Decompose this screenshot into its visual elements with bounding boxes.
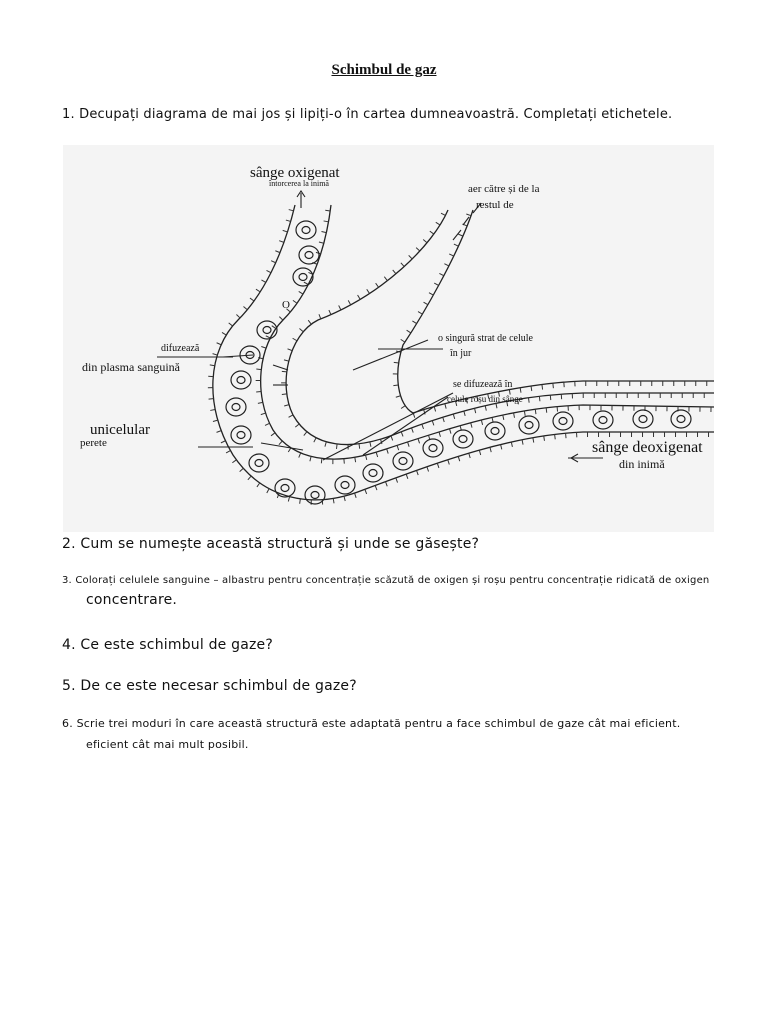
wall-cell-tick [546, 408, 547, 413]
wall-cell-tick [358, 295, 361, 299]
red-blood-cell [299, 246, 319, 264]
wall-cell-tick [355, 457, 356, 462]
wall-cell-tick [401, 406, 405, 409]
red-blood-cell [293, 268, 313, 286]
wall-cell-tick [299, 291, 303, 294]
wall-cell-tick [412, 428, 414, 433]
wall-cell-tick [496, 403, 497, 408]
wall-cell-tick [359, 444, 360, 449]
red-blood-cell-center [341, 482, 349, 489]
wall-cell-tick [319, 314, 321, 319]
question-3-text: 3. Colorați celulele sanguine – albastru pentru concentrație scăzută de oxigen și roșu pentru concentrație ridicată de oxigen [62, 575, 710, 586]
red-blood-cell-center [263, 327, 271, 334]
red-blood-cell [553, 412, 573, 430]
red-blood-cell-center [599, 417, 607, 424]
wall-cell-tick [288, 349, 293, 351]
wall-cell-tick [282, 371, 287, 372]
wall-cell-tick [407, 330, 411, 333]
wall-cell-tick [304, 432, 307, 436]
wall-cell-tick [555, 434, 556, 439]
wall-cell-tick [217, 431, 222, 433]
wall-cell-tick [336, 444, 337, 449]
wall-cell-tick [434, 407, 435, 412]
question-3 [62, 575, 709, 608]
red-blood-cell-center [369, 470, 377, 477]
label-around: în jur [450, 348, 472, 359]
wall-cell-tick [471, 423, 472, 428]
wall-cell-tick [286, 220, 291, 221]
wall-cell-tick [479, 450, 480, 455]
wall-cell-tick [295, 424, 299, 427]
wall-cell-tick [299, 453, 301, 458]
wall-cell-tick [266, 270, 270, 272]
wall-cell-tick [416, 248, 420, 251]
wall-cell-tick [481, 420, 482, 425]
wall-cell-tick [210, 365, 215, 366]
wall-cell-tick [458, 234, 463, 236]
wall-cell-tick [266, 336, 270, 338]
wall-cell-tick [490, 447, 491, 452]
wall-cell-tick [401, 432, 403, 437]
wall-cell-tick [412, 321, 416, 324]
wall-cell-tick [454, 244, 459, 246]
wall-cell-tick [397, 445, 399, 450]
wall-cell-tick [422, 424, 424, 429]
red-blood-cell [231, 426, 251, 444]
wall-cell-tick [393, 385, 398, 386]
wall-cell-tick [553, 383, 554, 388]
wall-cell-tick [501, 445, 502, 450]
label-diffuses-into: se difuzează în [453, 379, 513, 390]
wall-cell-tick [408, 442, 410, 447]
wall-cell-tick [210, 409, 215, 410]
wall-cell-tick [217, 343, 222, 345]
red-blood-cell-center [429, 445, 437, 452]
diagram-drawing [63, 145, 714, 532]
wall-cell-tick [464, 411, 465, 416]
wall-cell-tick [284, 405, 289, 406]
wall-cell-tick [333, 498, 334, 503]
label-from-plasma: din plasma sanguină [82, 360, 180, 374]
wall-cell-tick [248, 476, 251, 480]
wall-cell-tick [514, 413, 515, 418]
red-blood-cell-center [491, 428, 499, 435]
question-4: 4. Ce este schimbul de gaze? [62, 637, 274, 653]
wall-cell-tick [265, 423, 270, 425]
wall-cell-tick [272, 326, 276, 329]
label-oxygenated-blood: sânge oxigenat [250, 165, 340, 181]
wall-cell-tick [339, 305, 341, 309]
wall-cell-tick [256, 289, 260, 292]
wall-cell-tick [384, 277, 387, 281]
red-blood-cell-center [237, 377, 245, 384]
wall-cell-tick [409, 255, 413, 259]
wall-cell-tick [240, 468, 244, 471]
wall-cell-tick [261, 347, 266, 349]
wall-cell-tick [279, 241, 284, 243]
wall-cell-tick [282, 394, 287, 395]
wall-cell-tick [284, 360, 289, 361]
wall-cell-tick [393, 270, 396, 274]
wall-cell-tick [436, 222, 440, 225]
wall-cell-tick [300, 499, 301, 504]
wall-cell-tick [439, 432, 440, 437]
red-blood-cell [249, 454, 269, 472]
wall-cell-tick [324, 221, 329, 222]
wall-cell-tick [289, 415, 293, 417]
wall-cell-tick [385, 482, 387, 487]
wall-cell-tick [319, 242, 324, 243]
wall-cell-tick [355, 493, 357, 498]
wall-cell-tick [267, 489, 269, 493]
red-blood-cell [633, 410, 653, 428]
wall-cell-tick [256, 369, 261, 370]
wall-cell-tick [522, 440, 523, 445]
wall-cell-tick [321, 232, 326, 233]
red-blood-cell [363, 464, 383, 482]
wall-cell-tick [293, 300, 297, 303]
red-blood-cell [226, 398, 246, 416]
wall-cell-tick [450, 429, 451, 434]
red-blood-cell [453, 430, 473, 448]
wall-cell-tick [437, 463, 439, 468]
wall-cell-tick [418, 312, 422, 315]
red-blood-cell [393, 452, 413, 470]
wall-cell-tick [257, 483, 260, 487]
wall-cell-tick [387, 449, 389, 454]
wall-cell-tick [271, 261, 276, 263]
wall-cell-tick [391, 436, 393, 441]
red-blood-cell-center [559, 418, 567, 425]
wall-cell-tick [279, 317, 283, 321]
wall-cell-tick [376, 452, 377, 457]
wall-cell-tick [475, 408, 476, 413]
label-wall: perete [80, 437, 107, 449]
red-blood-cell-center [232, 404, 240, 411]
question-6 [62, 717, 680, 751]
wall-cell-tick [348, 300, 350, 304]
wall-cell-tick [293, 338, 297, 340]
wall-cell-tick [258, 402, 263, 403]
wall-cell-tick [539, 396, 540, 401]
wall-cell-tick [229, 323, 233, 326]
wall-cell-tick [449, 254, 454, 256]
red-blood-cell-center [459, 436, 467, 443]
label-from-heart: din inimă [619, 457, 665, 471]
wall-cell-tick [376, 283, 379, 287]
wall-cell-tick [423, 240, 427, 243]
red-blood-cell [671, 410, 691, 428]
wall-cell-tick [222, 332, 226, 335]
wall-cell-tick [401, 263, 404, 267]
wall-cell-tick [394, 362, 399, 363]
wall-cell-tick [261, 413, 266, 415]
wall-cell-tick [453, 414, 454, 419]
question-1: 1. Decupați diagrama de mai jos și lipiți-o în cartea dumneavoastră. Completați etichetele. [62, 107, 673, 122]
wall-cell-tick [531, 386, 532, 391]
red-blood-cell [593, 411, 613, 429]
wall-cell-tick [226, 451, 230, 453]
page-title: Schimbul de gaz [331, 62, 437, 78]
wall-cell-tick [430, 231, 434, 234]
wall-cell-tick [520, 388, 521, 393]
wall-cell-tick [401, 339, 405, 342]
wall-cell-tick [524, 411, 525, 416]
wall-cell-tick [429, 293, 433, 295]
wall-cell-tick [261, 280, 265, 282]
alveolus-capillary-diagram [63, 145, 714, 532]
wall-cell-tick [503, 415, 504, 420]
red-blood-cell-center [302, 227, 310, 234]
label-o: O [282, 299, 290, 311]
wall-cell-tick [375, 485, 377, 490]
wall-cell-tick [424, 302, 428, 304]
wall-cell-tick [485, 406, 486, 411]
red-blood-cell [231, 371, 251, 389]
wall-cell-tick [325, 442, 326, 447]
red-blood-cell-center [237, 432, 245, 439]
red-blood-cell-center [399, 458, 407, 465]
wall-cell-tick [535, 409, 536, 414]
wall-cell-tick [542, 385, 543, 390]
label-deoxygenated-blood: sânge deoxigenat [592, 439, 703, 456]
wall-cell-tick [213, 354, 218, 355]
wall-cell-tick [466, 214, 471, 216]
alveolus-wall-inner [398, 210, 714, 413]
label-red-cells: celule roșu din sânge [447, 394, 523, 404]
wall-cell-tick [469, 453, 470, 458]
wall-cell-tick [365, 489, 367, 494]
red-blood-cell-center [311, 492, 319, 499]
question-6-continuation: eficient cât mai mult posibil. [86, 738, 249, 751]
red-blood-cell-center [677, 416, 685, 423]
red-blood-cell-center [305, 252, 313, 259]
red-blood-cell-center [299, 274, 307, 281]
wall-cell-tick [427, 467, 429, 472]
wall-cell-tick [406, 474, 408, 479]
wall-cell-tick [232, 460, 236, 463]
wall-cell-tick [441, 213, 445, 215]
wall-cell-tick [528, 398, 529, 403]
wall-cell-tick [344, 496, 345, 501]
question-5: 5. De ce este necesar schimbul de gaze? [62, 678, 357, 694]
wall-cell-tick [432, 421, 434, 426]
wall-cell-tick [533, 438, 534, 443]
wall-cell-tick [329, 310, 331, 315]
wall-cell-tick [396, 396, 401, 398]
wall-cell-tick [236, 314, 240, 317]
wall-cell-tick [445, 404, 446, 409]
wall-cell-tick [250, 298, 254, 301]
red-blood-cell [519, 416, 539, 434]
red-blood-cell-center [639, 416, 647, 423]
red-blood-cell-center [281, 485, 289, 492]
wall-cell-tick [304, 282, 308, 284]
red-blood-cell-center [255, 460, 263, 467]
wall-cell-tick [443, 417, 444, 422]
red-blood-cell [275, 479, 295, 497]
wall-cell-tick [418, 439, 420, 444]
wall-cell-tick [243, 307, 247, 310]
red-blood-cell [296, 221, 316, 239]
wall-cell-tick [213, 420, 218, 421]
red-blood-cell [423, 439, 443, 457]
wall-cell-tick [544, 436, 545, 441]
wall-cell-tick [283, 230, 288, 232]
wall-cell-tick [275, 251, 280, 253]
label-return-heart: întorcerea la inimă [269, 179, 329, 188]
wall-cell-tick [444, 264, 448, 266]
label-air-line-1: aer către și de la [468, 183, 540, 195]
wall-cell-tick [314, 438, 316, 442]
label-diffuses: difuzează [161, 343, 200, 354]
wall-cell-tick [458, 456, 459, 461]
wall-cell-tick [448, 460, 450, 465]
wall-cell-tick [288, 497, 289, 502]
label-air-line-2: restul de [476, 199, 514, 211]
question-6-text: 6. Scrie trei moduri în care această structură este adaptată pentru a face schimbul de gaze cât mai eficient. [62, 717, 681, 730]
question-2: 2. Cum se numește această structură și unde se găsește? [62, 536, 480, 552]
wall-cell-tick [439, 273, 443, 275]
red-blood-cell-center [525, 422, 533, 429]
wall-cell-tick [310, 456, 311, 461]
question-3-continuation: concentrare. [86, 592, 178, 608]
red-blood-cell [485, 422, 505, 440]
red-blood-cell [305, 486, 325, 504]
wall-cell-tick [511, 442, 512, 447]
wall-cell-tick [308, 320, 311, 324]
red-blood-cell [335, 476, 355, 494]
wall-cell-tick [417, 470, 419, 475]
wall-cell-tick [367, 289, 370, 293]
wall-cell-tick [396, 478, 398, 483]
wall-cell-tick [370, 442, 371, 447]
wall-cell-tick [271, 433, 275, 436]
wall-cell-tick [221, 441, 226, 443]
wall-cell-tick [366, 455, 367, 460]
label-single-layer: o singură strat de celule [438, 333, 533, 344]
wall-cell-tick [209, 399, 214, 400]
wall-cell-tick [434, 283, 438, 285]
wall-cell-tick [321, 458, 322, 463]
wall-cell-tick [279, 441, 282, 445]
wall-cell-tick [299, 329, 303, 332]
label-unicellular: unicelular [90, 422, 150, 438]
wall-cell-tick [325, 210, 330, 211]
alveolus-wall-outer [286, 210, 714, 445]
wall-cell-tick [289, 210, 294, 211]
